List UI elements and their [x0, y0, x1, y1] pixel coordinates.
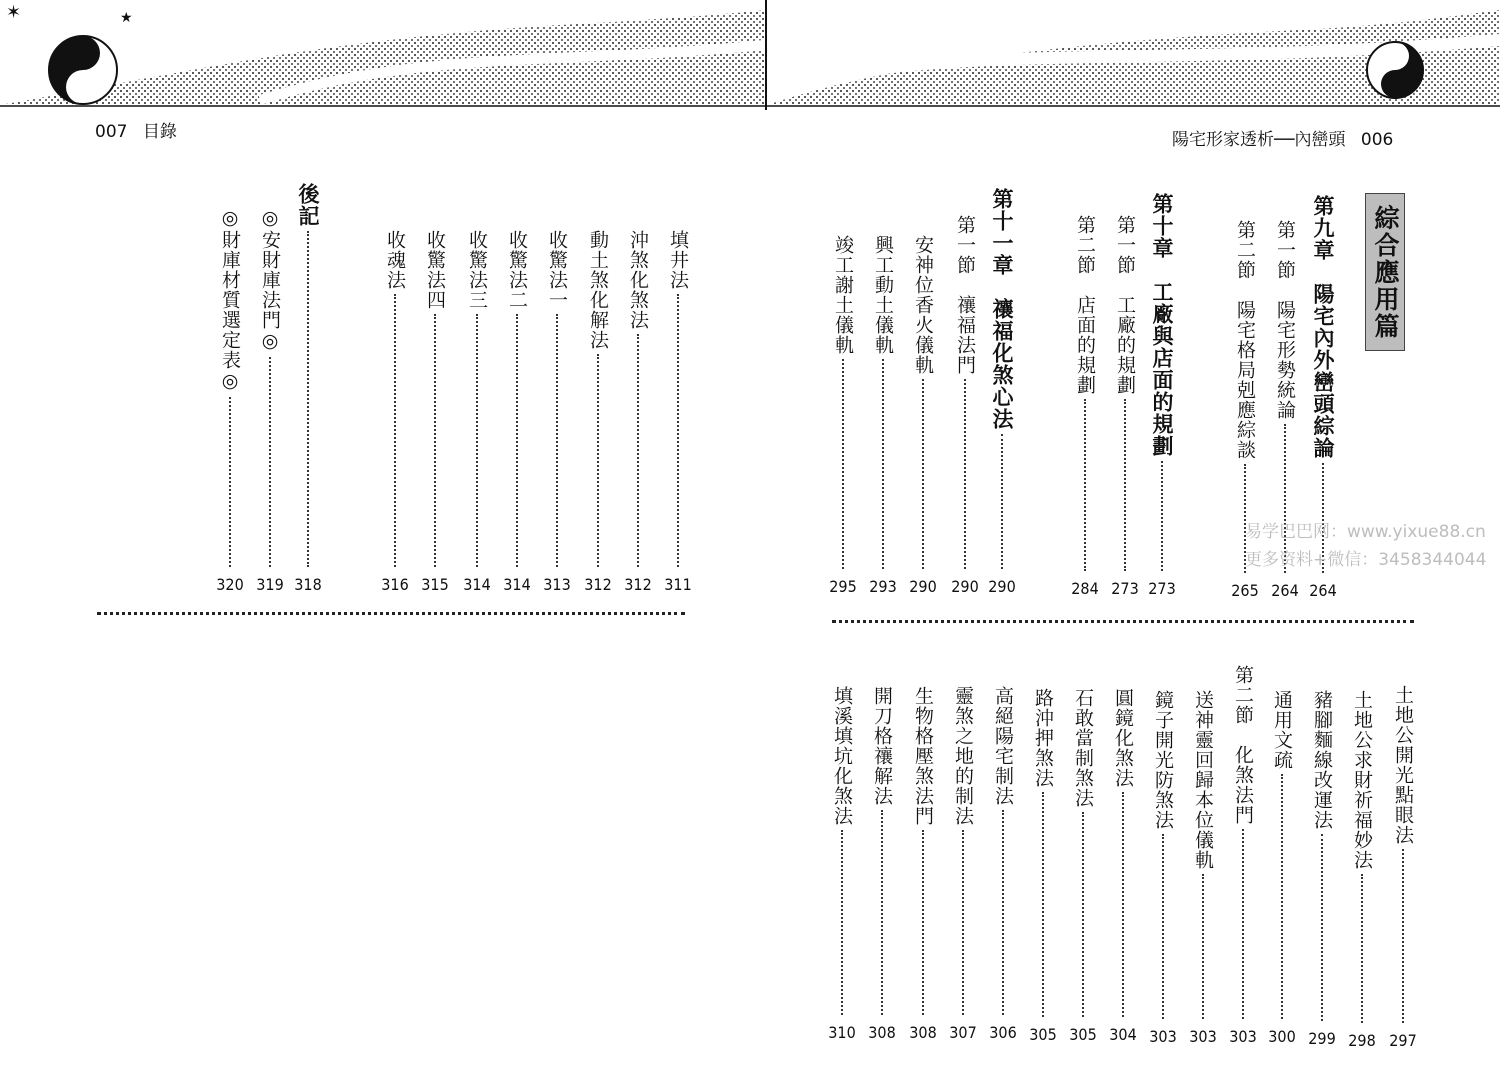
watermark-line-2: 更多资料+微信：3458344044: [1245, 550, 1487, 570]
leader-dots: [842, 359, 844, 569]
toc-entry[interactable]: [420, 230, 450, 594]
leader-dots: [516, 314, 518, 567]
toc-entry[interactable]: [502, 230, 532, 594]
toc-entry-label: 第十章 工廠與店面的規劃: [1150, 193, 1175, 457]
toc-entry[interactable]: [1347, 690, 1377, 1050]
leader-dots: [1084, 399, 1086, 571]
toc-entry-page: 299: [1308, 1029, 1336, 1048]
toc-entry-page: 311: [664, 575, 692, 594]
toc-entry[interactable]: [583, 230, 613, 594]
toc-entry-label: 第一節 禳福法門: [954, 215, 976, 375]
toc-entry-label: 收驚法一: [546, 230, 568, 310]
dotted-separator-left: [97, 612, 685, 615]
leader-dots: [1321, 834, 1323, 1021]
leader-dots: [597, 354, 599, 567]
toc-entry-page: 305: [1069, 1025, 1097, 1044]
toc-entry-label: 收驚法四: [424, 230, 446, 310]
toc-entry[interactable]: [828, 235, 858, 596]
toc-entry-page: 316: [381, 575, 409, 594]
leader-dots: [962, 830, 964, 1015]
toc-entry-label: 沖煞化煞法: [627, 230, 649, 330]
toc-entry-label: 靈煞之地的制法: [952, 686, 974, 826]
leader-dots: [841, 830, 843, 1015]
toc-entry-label: ◎財庫材質選定表◎: [219, 207, 241, 393]
leader-dots: [269, 357, 271, 567]
toc-entry-label: 圓鏡化煞法: [1112, 688, 1134, 788]
toc-entry-page: 313: [543, 575, 571, 594]
leader-dots: [1281, 774, 1283, 1019]
toc-entry[interactable]: [1388, 685, 1418, 1050]
leader-dots: [1082, 812, 1084, 1017]
toc-entry[interactable]: [987, 188, 1017, 596]
toc-entry-label: 第二節 化煞法門: [1232, 665, 1254, 825]
leader-dots: [1122, 792, 1124, 1017]
toc-entry-page: 314: [463, 575, 491, 594]
dotted-separator-right: [832, 620, 1414, 623]
header-banner: [0, 0, 1500, 110]
yin-yang-icon-right: [1367, 42, 1423, 98]
leader-dots: [229, 397, 231, 567]
toc-entry-page: 265: [1231, 581, 1259, 600]
toc-entry-label: 第一節 陽宅形勢統論: [1274, 220, 1296, 420]
toc-entry[interactable]: [827, 686, 857, 1042]
toc-entry-label: 收驚法三: [466, 230, 488, 310]
toc-entry-page: 305: [1029, 1025, 1057, 1044]
toc-entry-label: 鏡子開光防煞法: [1152, 690, 1174, 830]
left-page-header: [95, 117, 177, 142]
toc-entry[interactable]: [623, 230, 653, 594]
toc-entry[interactable]: [1267, 690, 1297, 1046]
toc-entry-label: 石敢當制煞法: [1072, 688, 1094, 808]
toc-entry[interactable]: [988, 686, 1018, 1042]
toc-entry[interactable]: [1108, 688, 1138, 1044]
leader-dots: [677, 294, 679, 567]
toc-entry-page: 308: [868, 1023, 896, 1042]
toc-entry-label: 竣工謝土儀軌: [832, 235, 854, 355]
toc-entry-page: 293: [869, 577, 897, 596]
leader-dots: [307, 231, 309, 567]
leader-dots: [882, 359, 884, 569]
toc-entry[interactable]: [663, 230, 693, 594]
toc-entry-page: 264: [1309, 581, 1337, 600]
svg-text:★: ★: [120, 10, 133, 26]
toc-entry[interactable]: [867, 686, 897, 1042]
toc-entry-page: 284: [1071, 579, 1099, 598]
toc-entry-label: 收魂法: [384, 230, 406, 290]
leader-dots: [476, 314, 478, 567]
toc-entry-label: 興工動土儀軌: [872, 235, 894, 355]
leader-dots: [434, 314, 436, 567]
toc-entry-page: 264: [1271, 581, 1299, 600]
toc-entry-page: 273: [1148, 579, 1176, 598]
toc-entry-label: 送神靈回歸本位儀軌: [1192, 690, 1214, 870]
toc-entry-label: 後記: [296, 183, 321, 227]
leader-dots: [1361, 874, 1363, 1023]
toc-entry-page: 308: [909, 1023, 937, 1042]
toc-entry-page: 307: [949, 1023, 977, 1042]
toc-entry-label: 第二節 陽宅格局剋應綜談: [1234, 220, 1256, 460]
section-title-box: [1365, 193, 1405, 351]
toc-entry-label: 第二節 店面的規劃: [1074, 215, 1096, 395]
yin-yang-icon-left: [49, 36, 117, 104]
toc-entry-label: 安神位香火儀軌: [912, 235, 934, 375]
toc-entry[interactable]: [1147, 193, 1177, 598]
toc-entry-label: ◎安財庫法門◎: [259, 207, 281, 353]
leader-dots: [1001, 434, 1003, 569]
toc-entry-label: 收驚法二: [506, 230, 528, 310]
toc-entry-page: 318: [294, 575, 322, 594]
toc-entry-page: 298: [1348, 1031, 1376, 1050]
toc-entry-page: 312: [624, 575, 652, 594]
toc-entry-page: 315: [421, 575, 449, 594]
toc-entry-page: 290: [951, 577, 979, 596]
page-fold-line: [765, 0, 767, 110]
toc-entry[interactable]: [908, 686, 938, 1042]
leader-dots: [922, 379, 924, 569]
toc-entry[interactable]: [1068, 688, 1098, 1044]
toc-entry-label: 路沖押煞法: [1032, 688, 1054, 788]
toc-entry[interactable]: [1228, 665, 1258, 1046]
toc-entry[interactable]: [462, 230, 492, 594]
watermark: [1245, 518, 1486, 574]
right-page-title: 陽宅形家透析──內巒頭: [1172, 130, 1346, 150]
leader-dots: [1161, 461, 1163, 571]
toc-entry[interactable]: [293, 183, 323, 594]
leader-dots: [881, 810, 883, 1015]
toc-entry[interactable]: [542, 230, 572, 594]
toc-entry-page: 319: [256, 575, 284, 594]
toc-entry-label: 開刀格禳解法: [871, 686, 893, 806]
toc-entry-label: 高絕陽宅制法: [992, 686, 1014, 806]
leader-dots: [1242, 829, 1244, 1019]
toc-entry-page: 320: [216, 575, 244, 594]
toc-entry-page: 306: [989, 1023, 1017, 1042]
toc-entry[interactable]: [1307, 690, 1337, 1048]
toc-entry-label: 動土煞化解法: [587, 230, 609, 350]
leader-dots: [1042, 792, 1044, 1017]
toc-entry-label: 填溪填坑化煞法: [831, 686, 853, 826]
toc-entry-label: 第一節 工廠的規劃: [1114, 215, 1136, 395]
right-page-number: 006: [1360, 130, 1394, 150]
toc-entry-page: 314: [503, 575, 531, 594]
toc-entry-label: 豬腳麵線改運法: [1311, 690, 1333, 830]
toc-entry[interactable]: [1188, 690, 1218, 1046]
toc-entry[interactable]: [950, 215, 980, 596]
toc-entry-label: 第九章 陽宅內外巒頭綜論: [1311, 195, 1336, 459]
leader-dots: [556, 314, 558, 567]
toc-entry-page: 304: [1109, 1025, 1137, 1044]
toc-entry-page: 310: [828, 1023, 856, 1042]
toc-entry-label: 土地公求財祈福妙法: [1351, 690, 1373, 870]
toc-entry[interactable]: [1148, 690, 1178, 1046]
toc-entry-page: 297: [1389, 1031, 1417, 1050]
right-page-header: [1172, 125, 1393, 150]
toc-entry[interactable]: [1110, 215, 1140, 598]
leader-dots: [964, 379, 966, 569]
toc-entry-page: 290: [909, 577, 937, 596]
leader-dots: [1124, 399, 1126, 571]
toc-entry-page: 303: [1189, 1027, 1217, 1046]
toc-entry-label: 第十一章 禳福化煞心法: [990, 188, 1015, 430]
leader-dots: [1162, 834, 1164, 1019]
toc-entry[interactable]: [908, 235, 938, 596]
left-page-number: 007: [95, 122, 128, 142]
toc-entry[interactable]: [1070, 215, 1100, 598]
toc-entry[interactable]: [380, 230, 410, 594]
toc-entry-label: 生物格壓煞法門: [912, 686, 934, 826]
toc-entry[interactable]: [1028, 688, 1058, 1044]
toc-entry-page: 312: [584, 575, 612, 594]
toc-entry[interactable]: [255, 207, 285, 594]
toc-entry-label: 土地公開光點眼法: [1392, 685, 1414, 845]
leader-dots: [1402, 849, 1404, 1023]
toc-entry[interactable]: [215, 207, 245, 594]
leader-dots: [637, 334, 639, 567]
left-page-title: 目錄: [142, 122, 177, 142]
toc-entry-label: 通用文疏: [1271, 690, 1293, 770]
toc-entry-page: 303: [1149, 1027, 1177, 1046]
toc-entry-page: 273: [1111, 579, 1139, 598]
leader-dots: [1002, 810, 1004, 1015]
section-title: 綜合應用篇: [1371, 204, 1400, 340]
toc-entry-page: 295: [829, 577, 857, 596]
svg-text:✶: ✶: [6, 2, 22, 23]
leader-dots: [394, 294, 396, 567]
toc-entry-page: 290: [988, 577, 1016, 596]
leader-dots: [922, 830, 924, 1015]
toc-entry[interactable]: [868, 235, 898, 596]
toc-entry[interactable]: [948, 686, 978, 1042]
toc-entry-page: 303: [1229, 1027, 1257, 1046]
toc-entry-label: 填井法: [667, 230, 689, 290]
watermark-line-1: 易学巴巴网：www.yixue88.cn: [1245, 522, 1486, 542]
toc-entry-page: 300: [1268, 1027, 1296, 1046]
leader-dots: [1202, 874, 1204, 1019]
